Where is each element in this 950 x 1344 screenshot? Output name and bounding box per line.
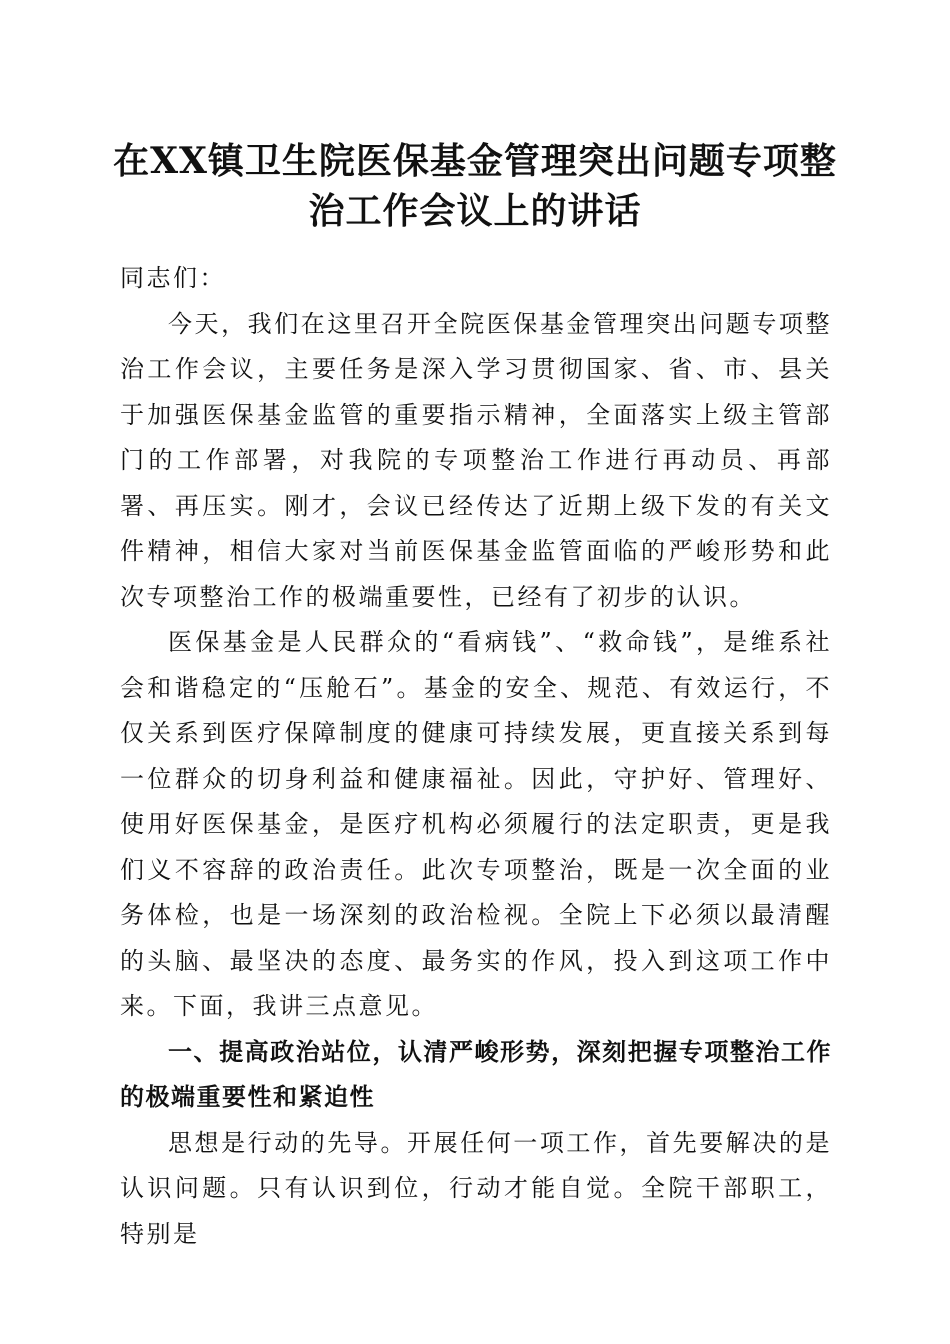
salutation: 同志们： bbox=[120, 264, 226, 292]
paragraph-2: 医保基金是人民群众的“看病钱”、“救命钱”，是维系社会和谐稳定的“压舱石”。基金的安全、规范、有效运行，不仅关系到医疗保障制度的健康可持续发展，更直接关系到每一位群众的切身利益和健康福祉。因此，守护好、管理好、使用好医保基金，是医疗机构必须履行的法定职责，更是我们义不容辞的政治责任。此次专项整治，既是一次全面的业务体检，也是一场深刻的政治检视。全院上下必须以最清醒的头脑、最坚决的态度、最务实的作风，投入到这项工作中来。下面，我讲三点意见。 bbox=[120, 628, 832, 1020]
paragraph-3: 思想是行动的先导。开展任何一项工作，首先要解决的是认识问题。只有认识到位，行动才能自觉。全院干部职工，特别是 bbox=[120, 1128, 832, 1248]
document-body bbox=[120, 256, 832, 1257]
document-title: 在XX镇卫生院医保基金管理突出问题专项整治工作会议上的讲话 bbox=[113, 140, 837, 232]
section-heading-1: 一、提高政治站位，认清严峻形势，深刻把握专项整治工作的极端重要性和紧迫性 bbox=[120, 1037, 832, 1111]
paragraph-1: 今天，我们在这里召开全院医保基金管理突出问题专项整治工作会议，主要任务是深入学习贯彻国家、省、市、县关于加强医保基金监管的重要指示精神，全面落实上级主管部门的工作部署，对我院的专项整治工作进行再动员、再部署、再压实。刚才，会议已经传达了近期上级下发的有关文件精神，相信大家对当前医保基金监管面临的严峻形势和此次专项整治工作的极端重要性，已经有了初步的认识。 bbox=[120, 309, 832, 611]
